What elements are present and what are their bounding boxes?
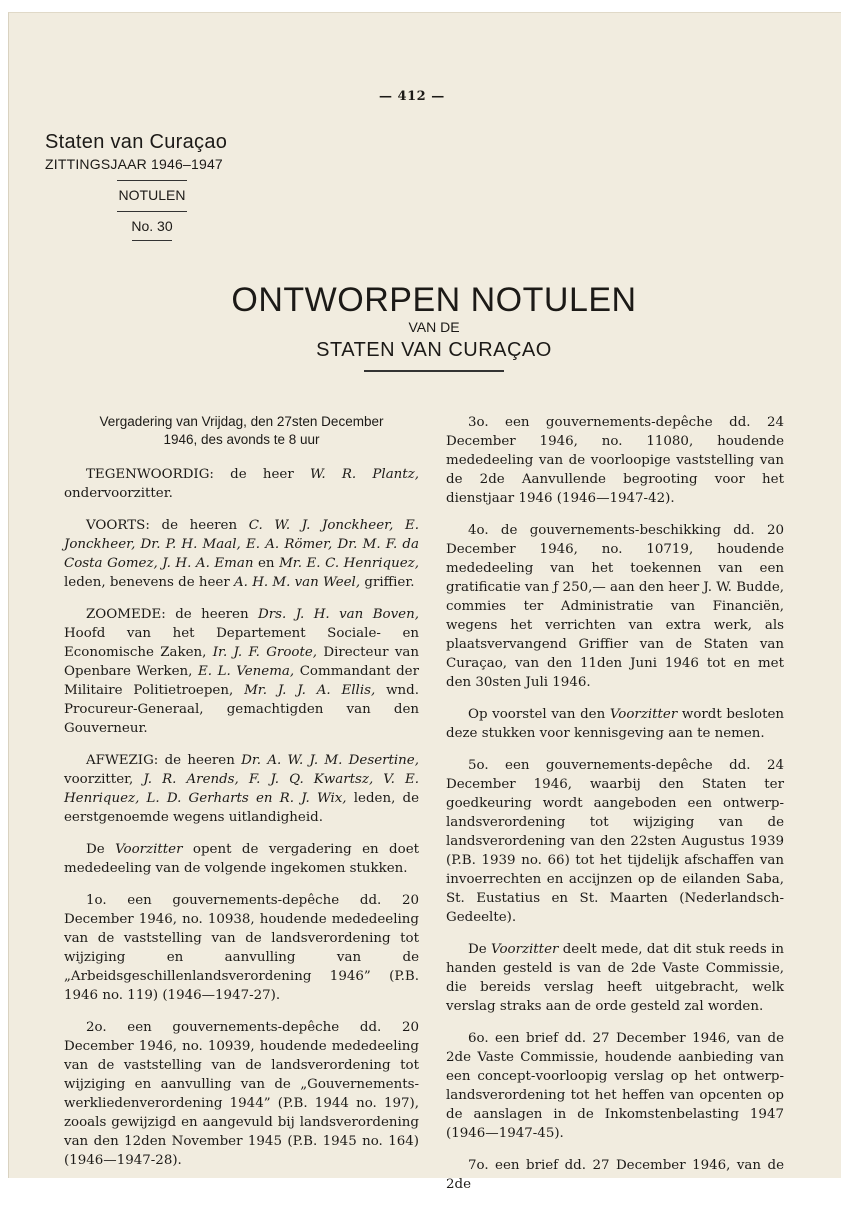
- headline-main: ONTWORPEN NOTULEN: [231, 281, 637, 319]
- headline-body: STATEN VAN CURAÇAO: [316, 339, 552, 361]
- page-number: — 412 —: [379, 89, 445, 104]
- divider: [117, 211, 187, 212]
- meeting-info: [64, 413, 419, 449]
- decision-note: Op voorstel van den Voorzitter wordt besloten deze stukken voor kennisgeving aan te nemen.: [446, 707, 784, 741]
- left-column: [64, 413, 419, 1183]
- agenda-item-7: 7o. een brief dd. 27 December 1946, van de 2de: [446, 1158, 784, 1192]
- right-column: [446, 413, 784, 1207]
- divider: [364, 370, 504, 372]
- chair-statement: De Voorzitter deelt mede, dat dit stuk reeds in handen gesteld is van de 2de Vaste Commissie, die bereids verslag heeft uitgebracht, welk verslag straks aan de orde gesteld zal worden.: [446, 942, 784, 1014]
- agenda-item-2: 2o. een gouvernements-depêche dd. 20 December 1946, no. 10939, houdende mededeeling van de vaststelling van de landsverordening tot wijziging en aanvulling van de „Gouvernements-werkliedenverordening 1944” (P.B. 1944 no. 197), zooals gewijzigd en aangevuld bij landsverordening van den 12den November 1945 (P.B. 1945 no. 164) (1946—1947-28).: [64, 1020, 419, 1168]
- divider: [117, 180, 187, 181]
- attendance-present: TEGENWOORDIG: de heer W. R. Plantz, ondervoorzitter.: [64, 467, 419, 501]
- masthead-label: NOTULEN: [118, 187, 186, 203]
- attendance-also: VOORTS: de heeren C. W. J. Jonckheer, E. Jonckheer, Dr. P. H. Maal, E. A. Römer, Dr. M. F. da Costa Gomez, J. H. A. Eman en Mr. E. C. Henriquez, leden, benevens de heer A. H. M. van Weel, griffier.: [64, 518, 420, 590]
- meeting-line-2: 1946, des avonds te 8 uur: [163, 432, 320, 447]
- headline-sub: VAN DE: [408, 319, 460, 335]
- agenda-item-6: 6o. een brief dd. 27 December 1946, van de 2de Vaste Commissie, houdende aanbieding van een concept-voorloopig verslag op het ontwerp-landsverordening tot het heffen van opcenten op de aanslagen in de Inkomstenbelasting 1947 (1946—1947-45).: [446, 1031, 784, 1141]
- agenda-item-3: 3o. een gouvernements-depêche dd. 24 December 1946, no. 11080, houdende mededeeling van de voorloopige vaststelling van de 2de Aanvullende begrooting voor het dienstjaar 1946 (1946—1947-42).: [446, 415, 784, 506]
- masthead-title: Staten van Curaçao: [45, 131, 228, 153]
- headline: [169, 281, 699, 372]
- agenda-item-1: 1o. een gouvernements-depêche dd. 20 December 1946, no. 10938, houdende mededeeling van de vaststelling van de landsverordening tot wijziging en aanvulling van de „Arbeidsgeschillenlandsverordening 1946” (P.B. 1946 no. 119) (1946—1947-27).: [64, 893, 419, 1003]
- masthead-session: ZITTINGSJAAR 1946–1947: [45, 156, 223, 172]
- masthead: [37, 131, 267, 241]
- chair-opening: De Voorzitter opent de vergadering en doet mededeeling van de volgende ingekomen stukken.: [64, 842, 419, 876]
- document-page: [8, 12, 841, 1192]
- attendance-delegates: ZOOMEDE: de heeren Drs. J. H. van Boven, Hoofd van het Departement Sociale- en Economische Zaken, Ir. J. F. Groote, Directeur van Openbare Werken, E. L. Venema, Commandant der Militaire Politietroepen, Mr. J. J. A. Ellis, wnd. Procureur-Generaal, gemachtigden van den Gouverneur.: [64, 607, 420, 736]
- agenda-item-5: 5o. een gouvernements-depêche dd. 24 December 1946, waarbij den Staten ter goedkeuring wordt aangeboden een ontwerp-landsverordening tot wijziging van de landsverordening van den 22sten Augustus 1939 (P.B. 1939 no. 66) tot het tijdelijk afschaffen van invoerrechten en accijnzen op de eilanden Saba, St. Eustatius en St. Maarten (Nederlandsch-Gedeelte).: [446, 758, 784, 925]
- agenda-item-4: 4o. de gouvernements-beschikking dd. 20 December 1946, no. 10719, houdende mededeeling van het toekennen van een gratificatie van ƒ 250,— aan den heer J. W. Budde, commies ter Administratie van Financiën, wegens het verrichten van extra werk, als plaatsvervangend Griffier van de Staten van Curaçao, van den 11den Juni 1946 tot en met den 30sten Juli 1946.: [446, 523, 784, 690]
- masthead-number: No. 30: [131, 218, 173, 234]
- meeting-line-1: Vergadering van Vrijdag, den 27sten December: [99, 414, 384, 429]
- attendance-absent: AFWEZIG: de heeren Dr. A. W. J. M. Desertine, voorzitter, J. R. Arends, F. J. Q. Kwartsz, V. E. Henriquez, L. D. Gerharts en R. J. Wix, leden, de eerstgenoemde wegens uitlandigheid.: [64, 753, 419, 825]
- divider: [132, 240, 172, 241]
